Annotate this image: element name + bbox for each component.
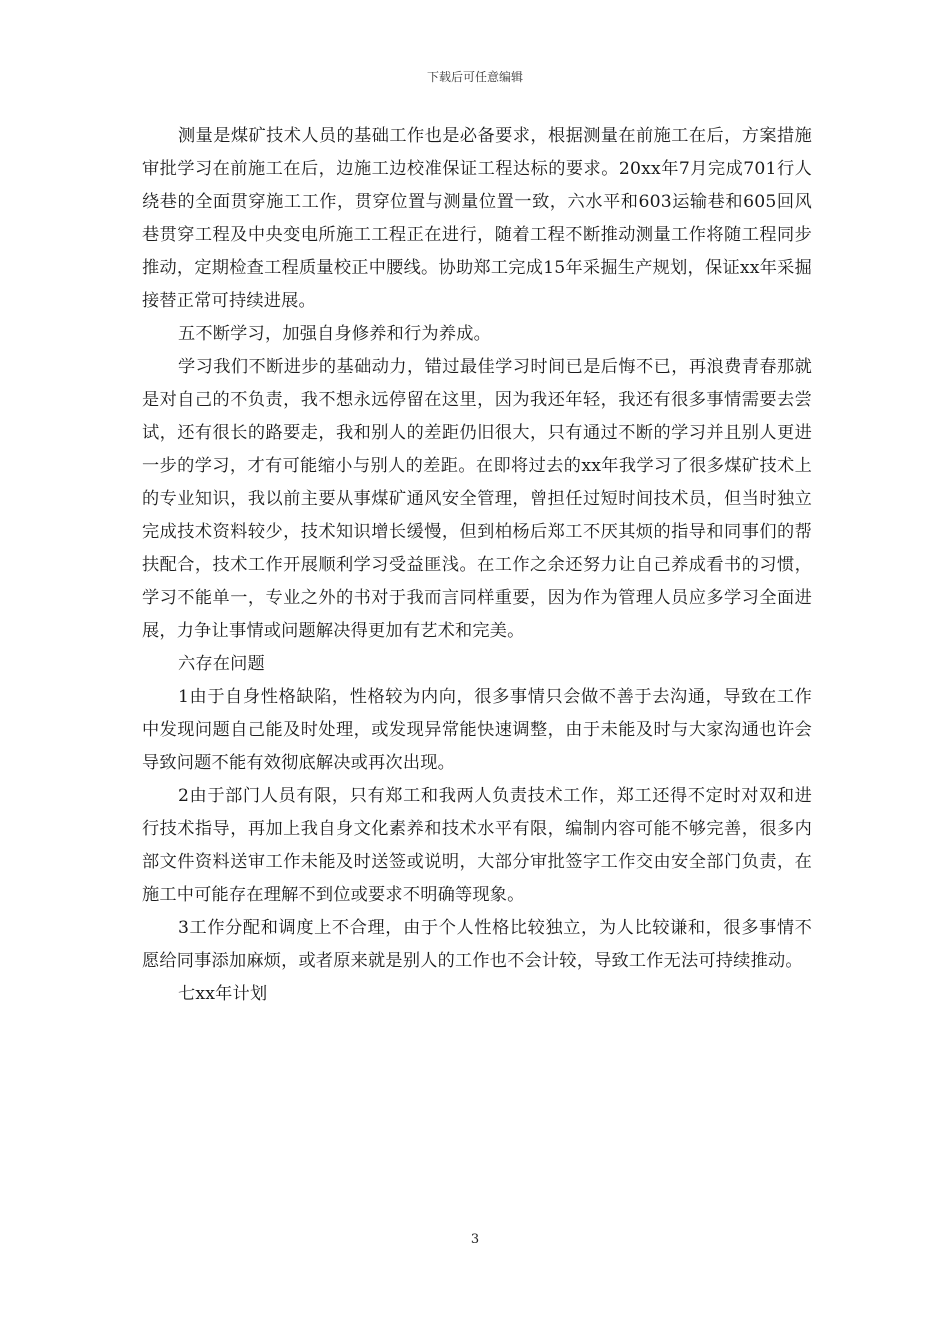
section-heading-problems: 六存在问题 [178,654,265,674]
paragraph-problem-1: 1由于自身性格缺陷，性格较为内向，很多事情只会做不善于去沟通，导致在工作中发现问题自己能及时处理，或发现异常能快速调整，由于未能及时与大家沟通也许会导致问题不能有效彻底解决或再次出现。 [142,687,812,773]
section-heading-plan: 七xx年计划 [178,984,268,1004]
paragraph-problem-3: 3工作分配和调度上不合理，由于个人性格比较独立，为人比较谦和，很多事情不愿给同事添加麻烦，或者原来就是别人的工作也不会计较，导致工作无法可持续推动。 [142,918,812,971]
paragraph-problem-2: 2由于部门人员有限，只有郑工和我两人负责技术工作，郑工还得不定时对双和进行技术指导，再加上我自身文化素养和技术水平有限，编制内容可能不够完善，很多内部文件资料送审工作未能及时送签或说明，大部分审批签字工作交由安全部门负责，在施工中可能存在理解不到位或要求不明确等现象。 [142,786,812,905]
section-heading-study: 五不断学习，加强自身修养和行为养成。 [178,324,491,344]
page-header: 下载后可任意编辑 [426,70,523,84]
paragraph-study: 学习我们不断进步的基础动力，错过最佳学习时间已是后悔不已，再浪费青春那就是对自己的不负责，我不想永远停留在这里，因为我还年轻，我还有很多事情需要去尝试，还有很长的路要走，我和别人的差距仍旧很大，只有通过不断的学习并且别人更进一步的学习，才有可能缩小与别人的差距。在即将过去的xx年我学习了很多煤矿技术上的专业知识，我以前主要从事煤矿通风安全管理，曾担任过短时间技术员，但当时独立完成技术资料较少，技术知识增长缓慢，但到柏杨后郑工不厌其烦的指导和同事们的帮扶配合，技术工作开展顺利学习受益匪浅。在工作之余还努力让自己养成看书的习惯，学习不能单一，专业之外的书对于我而言同样重要，因为作为管理人员应多学习全面进展，力争让事情或问题解决得更加有艺术和完美。 [142,357,812,641]
page-number: 3 [470,1232,480,1247]
body-content [142,120,812,1011]
paragraph-measurement: 测量是煤矿技术人员的基础工作也是必备要求，根据测量在前施工在后，方案措施审批学习在前施工在后，边施工边校准保证工程达标的要求。20xx年7月完成701行人绕巷的全面贯穿施工工作，贯穿位置与测量位置一致，六水平和603运输巷和605回风巷贯穿工程及中央变电所施工工程正在进行，随着工程不断推动测量工作将随工程同步推动，定期检查工程质量校正中腰线。协助郑工完成15年采掘生产规划，保证xx年采掘接替正常可持续进展。 [142,126,812,311]
